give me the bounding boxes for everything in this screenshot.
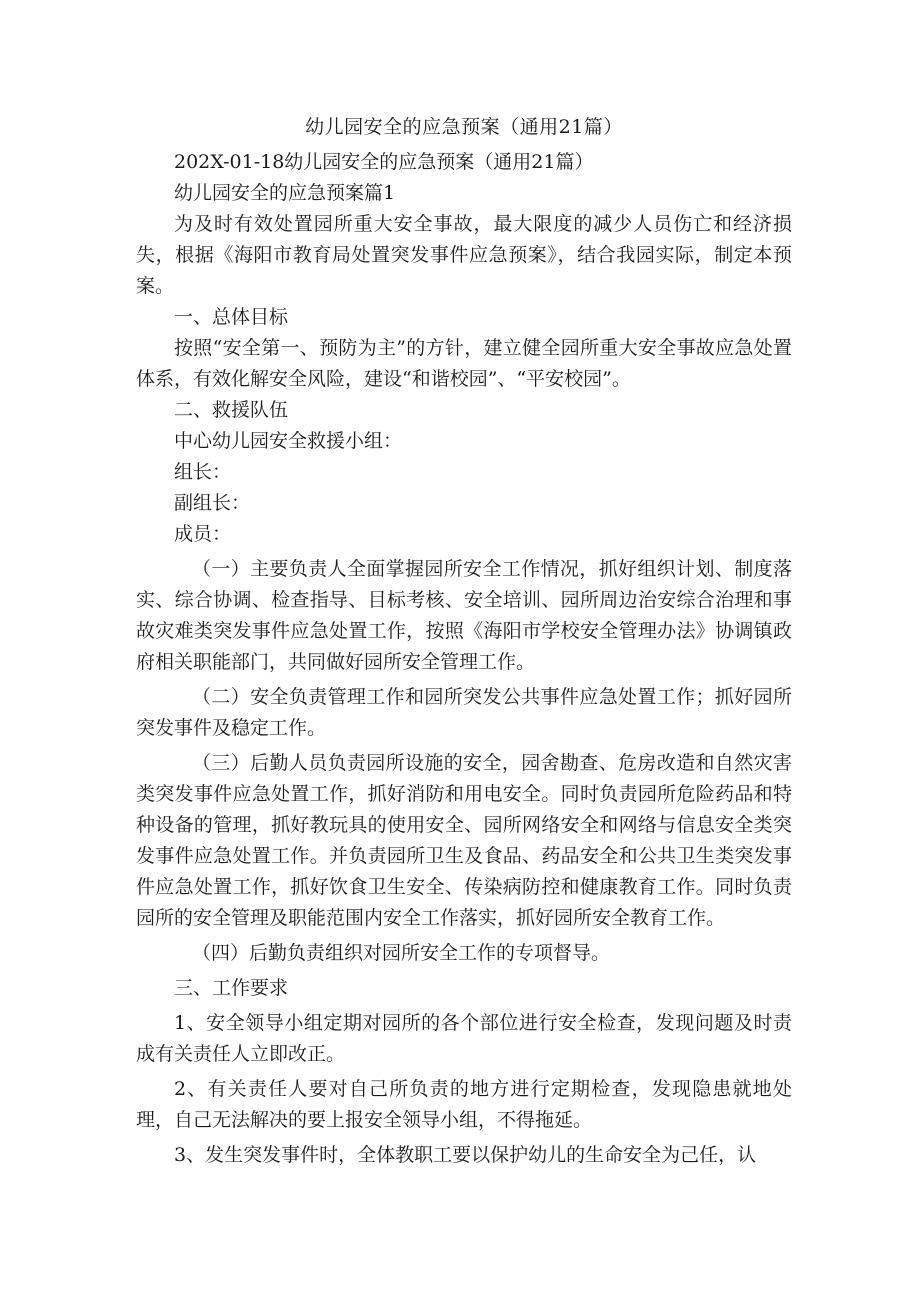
- paragraph: （四）后勤负责组织对园所安全工作的专项督导。: [192, 942, 611, 964]
- paragraph: 组长：: [174, 461, 232, 483]
- paragraph: 副组长：: [174, 492, 251, 514]
- paragraph: 中心幼儿园安全救援小组：: [174, 430, 403, 452]
- paragraph: 3、发生突发事件时，全体教职工要以保护幼儿的生命安全为己任，认: [174, 1144, 757, 1166]
- paragraph: 为及时有效处置园所重大安全事故，最大限度的减少人员伤亡和经济损失，根据《海阳市教育局处置突发事件应急预案》，结合我园实际，制定本预案。: [136, 213, 792, 297]
- paragraph: 幼儿园安全的应急预案篇1: [174, 182, 396, 204]
- paragraph-list: [136, 147, 792, 1171]
- paragraph: 1、安全领导小组定期对园所的各个部位进行安全检查，发现问题及时责成有关责任人立即改正。: [136, 1012, 792, 1065]
- paragraph: 2、有关责任人要对自己所负责的地方进行定期检查，发现隐患就地处理，自己无法解决的要上报安全领导小组，不得拖延。: [136, 1078, 792, 1131]
- document-title: 幼儿园安全的应急预案（通用21篇）: [305, 116, 623, 138]
- paragraph: 成员：: [174, 523, 232, 545]
- paragraph: （三）后勤人员负责园所设施的安全，园舍勘查、危房改造和自然灾害类突发事件应急处置工作，抓好消防和用电安全。同时负责园所危险药品和特种设备的管理，抓好教玩具的使用安全、园所网络安全和网络与信息安全类突发事件应急处置工作。并负责园所卫生及食品、药品安全和公共卫生类突发事件应急处置工作，抓好饮食卫生安全、传染病防控和健康教育工作。同时负责园所的安全管理及职能范围内安全工作落实，抓好园所安全教育工作。: [136, 752, 792, 929]
- paragraph: （二）安全负责管理工作和园所突发公共事件应急处置工作；抓好园所突发事件及稳定工作。: [136, 686, 792, 739]
- paragraph: 按照“安全第一、预防为主”的方针，建立健全园所重大安全事故应急处置体系，有效化解安全风险，建设“和谐校园”、“平安校园”。: [136, 337, 792, 390]
- paragraph: （一）主要负责人全面掌握园所安全工作情况，抓好组织计划、制度落实、综合协调、检查指导、目标考核、安全培训、园所周边治安综合治理和事故灾难类突发事件应急处置工作，按照《海阳市学校安全管理办法》协调镇政府相关职能部门，共同做好园所安全管理工作。: [136, 558, 792, 673]
- document-body: [136, 112, 792, 1171]
- paragraph: 202X-01-18幼儿园安全的应急预案（通用21篇）: [174, 151, 594, 173]
- paragraph: 一、总体目标: [174, 306, 289, 328]
- paragraph: 二、救援队伍: [174, 399, 289, 421]
- paragraph: 三、工作要求: [174, 977, 289, 999]
